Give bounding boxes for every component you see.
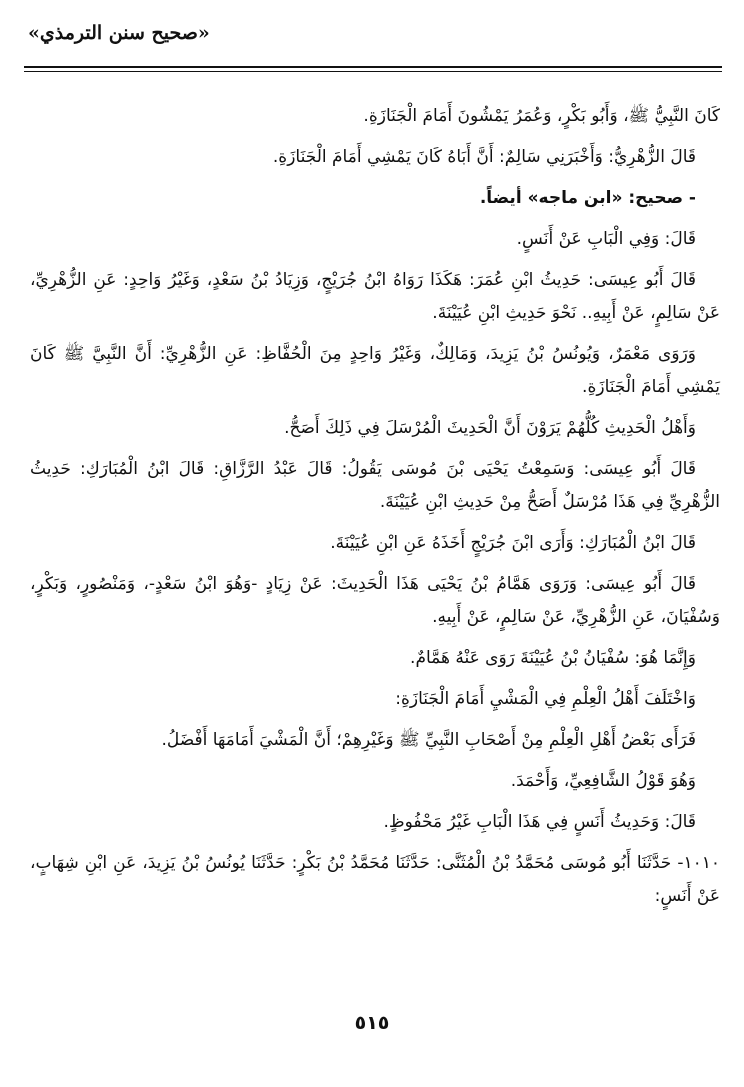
text-paragraph: قَالَ أَبُو عِيسَى: وَسَمِعْتُ يَحْيَى بْنَ مُوسَى يَقُولُ: قَالَ عَبْدُ الرَّزَّاقِ: قَالَ ابْنُ الْمُبَارَكِ: حَدِيثُ الزُّهْرِيِّ فِي هَذَا مُرْسَلٌ أَصَحُّ مِنْ حَدِيثِ ابْنِ عُيَيْنَةَ. bbox=[30, 459, 720, 512]
text-paragraph: وَرَوَى مَعْمَرٌ، وَيُونُسُ بْنُ يَزِيدَ، وَمَالِكٌ، وَغَيْرُ وَاحِدٍ مِنَ الْحُفَّاظِ: عَنِ الزُّهْرِيِّ: أَنَّ النَّبِيَّ ﷺ كَانَ يَمْشِي أَمَامَ الْجَنَازَةِ. bbox=[30, 344, 720, 397]
running-header-title: «صحيح سنن الترمذي» bbox=[28, 22, 210, 44]
hadith-entry: ١٠١٠- حَدَّثَنَا أَبُو مُوسَى مُحَمَّدُ بْنُ الْمُثَنَّى: حَدَّثَنَا مُحَمَّدُ بْنُ بَكْرٍ: حَدَّثَنَا يُونُسُ بْنُ يَزِيدَ، عَنِ ابْنِ شِهَابٍ، عَنْ أَنَسٍ: bbox=[30, 853, 720, 906]
text-paragraph: فَرَأَى بَعْضُ أَهْلِ الْعِلْمِ مِنْ أَصْحَابِ النَّبِيِّ ﷺ وَغَيْرِهِمْ؛ أَنَّ الْمَشْيَ أَمَامَهَا أَفْضَلُ. bbox=[161, 730, 696, 750]
text-paragraph: قَالَ: وَفِي الْبَابِ عَنْ أَنَسٍ. bbox=[516, 229, 696, 249]
text-paragraph: كَانَ النَّبِيُّ ﷺ، وَأَبُو بَكْرٍ، وَعُمَرُ يَمْشُونَ أَمَامَ الْجَنَازَةِ. bbox=[363, 106, 720, 126]
header-divider bbox=[24, 66, 722, 72]
page-body bbox=[30, 100, 720, 921]
text-paragraph: قَالَ الزُّهْرِيُّ: وَأَخْبَرَنِي سَالِمٌ: أَنَّ أَبَاهُ كَانَ يَمْشِي أَمَامَ الْجَنَازَةِ. bbox=[272, 147, 696, 167]
text-paragraph: قَالَ أَبُو عِيسَى: وَرَوَى هَمَّامُ بْنُ يَحْيَى هَذَا الْحَدِيثَ: عَنْ زِيَادٍ -وَهُوَ ابْنُ سَعْدٍ-، وَمَنْصُورٍ، وَبَكْرٍ، وَسُفْيَانَ، عَنِ الزُّهْرِيِّ، عَنْ سَالِمٍ، عَنْ أَبِيهِ. bbox=[30, 574, 720, 627]
text-paragraph: وَاخْتَلَفَ أَهْلُ الْعِلْمِ فِي الْمَشْيِ أَمَامَ الْجَنَازَةِ: bbox=[395, 689, 696, 709]
page-number: ٥١٥ bbox=[354, 1012, 390, 1034]
text-paragraph: وَإِنَّمَا هُوَ: سُفْيَانُ بْنُ عُيَيْنَةَ رَوَى عَنْهُ هَمَّامٌ. bbox=[410, 648, 696, 668]
grading-note: - صحيح: «ابن ماجه» أيضاً. bbox=[479, 188, 696, 208]
text-paragraph: قَالَ ابْنُ الْمُبَارَكِ: وَأَرَى ابْنَ جُرَيْجٍ أَخَذَهُ عَنِ ابْنِ عُيَيْنَةَ. bbox=[330, 533, 696, 553]
text-paragraph: قَالَ: وَحَدِيثُ أَنَسٍ فِي هَذَا الْبَابِ غَيْرُ مَحْفُوظٍ. bbox=[383, 812, 696, 832]
text-paragraph: قَالَ أَبُو عِيسَى: حَدِيثُ ابْنِ عُمَرَ: هَكَذَا رَوَاهُ ابْنُ جُرَيْجٍ، وَزِيَادُ بْنُ سَعْدٍ، وَغَيْرُ وَاحِدٍ: عَنِ الزُّهْرِيِّ، عَنْ سَالِمٍ، عَنْ أَبِيهِ.. نَحْوَ حَدِيثِ ابْنِ عُيَيْنَةَ. bbox=[30, 270, 720, 323]
text-paragraph: وَأَهْلُ الْحَدِيثِ كُلُّهُمْ يَرَوْنَ أَنَّ الْحَدِيثَ الْمُرْسَلَ فِي ذَلِكَ أَصَحُّ. bbox=[284, 418, 696, 438]
text-paragraph: وَهُوَ قَوْلُ الشَّافِعِيِّ، وَأَحْمَدَ. bbox=[510, 771, 696, 791]
